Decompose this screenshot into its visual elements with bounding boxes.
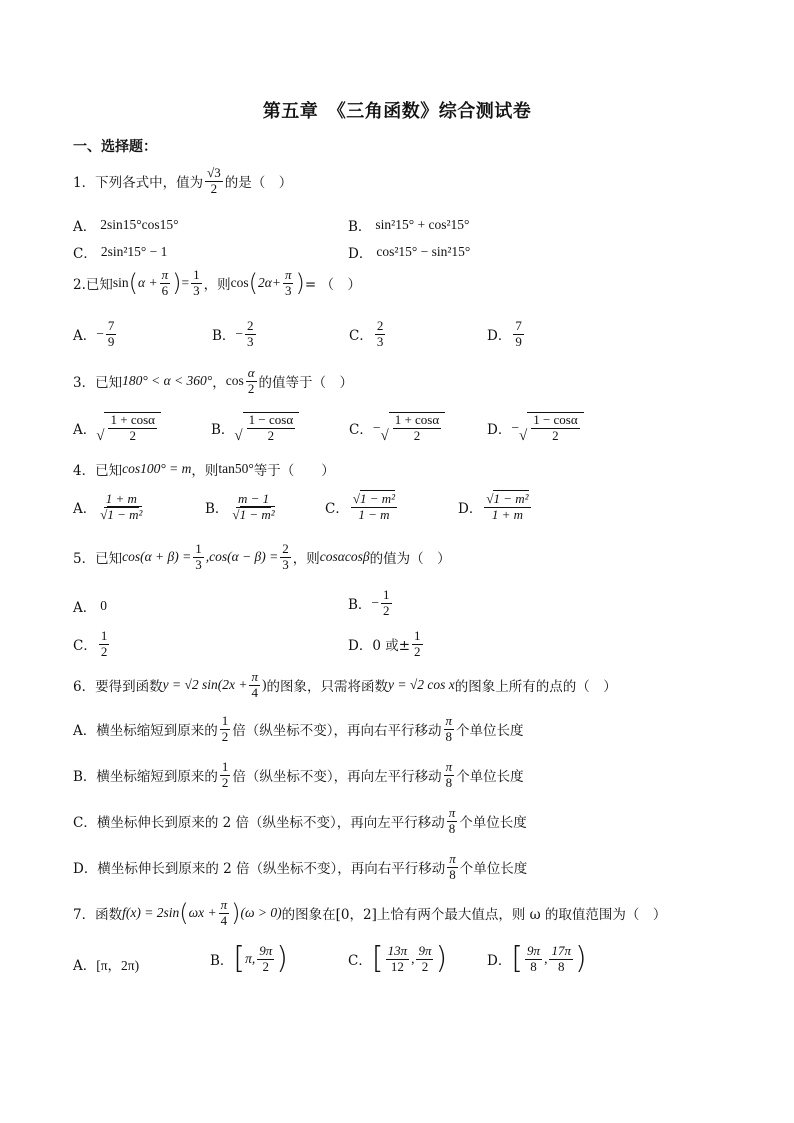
question-6-text-end: 的图象上所有的点的（ ）: [454, 679, 617, 696]
option-7a[interactable]: [73, 954, 139, 974]
fraction: [386, 944, 410, 975]
fraction: [375, 319, 386, 350]
expression: f(x) = 2sin: [122, 905, 180, 921]
fraction: [106, 319, 117, 350]
option-2b[interactable]: [212, 319, 258, 350]
radicand: 1 − m²: [359, 491, 396, 506]
option-5d[interactable]: [348, 629, 425, 660]
fraction: [484, 492, 530, 523]
fraction-denominator: 3: [376, 333, 384, 349]
fraction: [193, 542, 204, 573]
fraction-denominator: 3: [195, 556, 202, 572]
question-5-text-end: 的值为（ ）: [369, 551, 451, 568]
option-1a[interactable]: [73, 215, 179, 235]
option-label: B．: [348, 219, 372, 235]
fraction-denominator: 2: [221, 774, 229, 790]
fraction-denominator: √1 − m²: [232, 506, 275, 522]
fraction: [257, 944, 274, 975]
option-7d[interactable]: [487, 941, 587, 977]
fraction-numerator: α: [247, 365, 255, 380]
question-2-stem: [73, 268, 361, 299]
right-paren: ): [276, 941, 289, 977]
cos-symbol: cos: [225, 373, 244, 389]
option-label: B．: [205, 501, 229, 518]
option-label: C．: [349, 421, 373, 438]
option-2c[interactable]: [349, 319, 387, 350]
fraction-numerator: √3: [207, 165, 221, 180]
fraction: [416, 944, 433, 975]
fraction-denominator: 3: [247, 333, 254, 349]
fraction: [205, 166, 223, 197]
fraction-numerator: π: [445, 713, 453, 728]
fraction-denominator: 2: [210, 180, 218, 196]
expression: cos(α + β) =: [122, 549, 192, 565]
square-root: [380, 412, 445, 444]
option-label: B．: [348, 597, 372, 614]
option-label: B．: [212, 328, 236, 345]
radical-icon: √: [380, 427, 389, 444]
fraction: [108, 413, 156, 444]
fraction: [444, 714, 455, 745]
question-2-text-mid: ，则: [203, 277, 231, 294]
question-7-text-end: 的图象在[0，2]上恰有两个最大值点，则 ω 的取值范围为（ ）: [281, 907, 667, 924]
fraction: [247, 413, 295, 444]
fraction-numerator: 1 − cosα: [533, 412, 578, 427]
question-6-text: 6．要得到函数: [73, 679, 163, 696]
option-label: A．: [73, 328, 97, 345]
radicand: 1 − m²: [493, 491, 529, 506]
comma: ，: [212, 375, 226, 392]
expression: tan50°: [218, 461, 254, 476]
fraction: [283, 268, 294, 299]
option-label: C．: [348, 953, 372, 970]
option-5b[interactable]: [348, 588, 394, 619]
fraction: [549, 944, 573, 975]
left-paren: (: [128, 269, 139, 298]
fraction: [220, 760, 231, 791]
fraction-denominator: 2: [267, 427, 275, 443]
fraction-numerator: 1: [100, 628, 108, 643]
fraction-denominator: 2: [552, 427, 559, 443]
fraction: [230, 492, 276, 523]
radical-icon: √: [234, 427, 243, 444]
minus-sign: −: [511, 419, 519, 435]
option-2a[interactable]: [73, 319, 118, 350]
option-3d[interactable]: [487, 412, 584, 444]
fraction-denominator: 2: [247, 380, 255, 396]
option-expression: 0: [100, 598, 107, 613]
option-4d[interactable]: [458, 492, 533, 523]
question-6-stem: [73, 670, 617, 701]
option-text: D．横坐标伸长到原来的 2 倍（纵坐标不变），再向右平行移动: [73, 861, 446, 878]
option-expression: 0 或±: [372, 638, 411, 655]
right-paren: ): [231, 899, 241, 928]
fraction-numerator: m − 1: [237, 491, 270, 506]
option-label: D．: [458, 501, 483, 518]
fraction: [160, 268, 171, 299]
fraction: [513, 319, 524, 350]
fraction: [447, 852, 458, 883]
question-2-text-end: = （ ）: [304, 277, 361, 294]
option-text: C．横坐标伸长到原来的 2 倍（纵坐标不变），再向左平行移动: [73, 815, 445, 832]
fraction-denominator: 2: [414, 643, 421, 659]
option-text: 个单位长度: [459, 861, 528, 878]
question-5-text-mid: ，则: [292, 551, 320, 568]
option-label: A．: [73, 958, 97, 974]
fraction: [98, 492, 144, 523]
equals-sign: =: [181, 275, 190, 291]
fraction: [191, 268, 202, 299]
fraction: [219, 898, 230, 929]
fraction-denominator: 6: [161, 282, 169, 298]
fraction-numerator: 1 + cosα: [394, 412, 440, 427]
option-label: B．: [211, 421, 235, 438]
fraction: [447, 806, 458, 837]
option-expression: [π，2π): [96, 958, 140, 973]
fraction: [444, 760, 455, 791]
option-label: D．: [487, 328, 512, 345]
option-text: A．横坐标缩短到原来的: [73, 723, 218, 740]
fraction-denominator: 4: [251, 684, 258, 700]
minus-sign: −: [372, 419, 381, 435]
option-label: D．: [348, 638, 373, 655]
left-paren: (: [179, 899, 189, 928]
question-7-text: 7．函数: [73, 907, 123, 924]
fraction: [245, 319, 256, 350]
option-expression: π,: [245, 951, 256, 967]
question-1-text-end: 的是（ ）: [224, 175, 293, 192]
fraction-numerator: 1: [193, 267, 200, 282]
fraction-denominator: 3: [284, 282, 292, 298]
expression: α +: [138, 275, 158, 291]
condition-expression: (ω > 0): [240, 905, 282, 921]
fraction: [99, 629, 110, 660]
right-paren: ): [435, 941, 448, 977]
condition-expression: 180° < α < 360°: [122, 373, 213, 389]
question-1-text: 1．下列各式中，值为: [73, 175, 204, 192]
fraction-numerator: π: [445, 759, 453, 774]
option-label: D．: [348, 246, 373, 262]
fraction-denominator: 2: [383, 602, 390, 618]
fraction-numerator: 2: [282, 541, 289, 556]
option-expression: cos²15° − sin²15°: [376, 244, 471, 259]
square-root: [234, 412, 299, 444]
option-4c[interactable]: [325, 492, 399, 523]
fraction-denominator: 8: [445, 728, 452, 744]
question-3-text: 3．已知: [73, 375, 123, 392]
fraction: [393, 413, 441, 444]
option-label: A．: [73, 421, 97, 438]
option-label: C．: [349, 328, 373, 345]
fraction-denominator: 2: [262, 958, 270, 974]
fraction-denominator: 8: [449, 866, 456, 882]
fraction: [412, 629, 423, 660]
fraction-denominator: 9: [107, 333, 115, 349]
fraction-numerator: 1 − cosα: [248, 412, 294, 427]
fraction-numerator: π: [161, 267, 169, 282]
question-5-text: 5．已知: [73, 551, 123, 568]
fraction-numerator: 2: [247, 318, 254, 333]
minus-sign: −: [96, 326, 104, 342]
expression: 2α+: [258, 275, 281, 291]
question-4-stem: [73, 459, 335, 479]
option-label: A．: [73, 501, 97, 518]
fraction: [220, 714, 231, 745]
left-bracket: [: [233, 941, 246, 977]
question-7-stem: [73, 898, 666, 929]
fraction-denominator: 12: [390, 958, 404, 974]
question-3-stem: [73, 366, 353, 397]
right-paren: ): [172, 269, 182, 298]
expression: y = √2 cos x: [387, 677, 455, 693]
fraction-denominator: 8: [445, 774, 453, 790]
option-label: D．: [487, 421, 512, 438]
expression: y = √2 sin(2x +: [162, 677, 248, 693]
fraction: [351, 492, 397, 523]
option-3c[interactable]: [349, 412, 445, 444]
page-title: 第五章 《三角函数》综合测试卷: [262, 101, 532, 122]
option-4a[interactable]: [73, 492, 146, 523]
option-1c[interactable]: [73, 242, 167, 262]
expression: cosαcosβ: [319, 549, 370, 565]
left-bracket: [: [371, 941, 384, 977]
option-expression: sin²15° + cos²15°: [375, 217, 470, 232]
fraction-denominator: 8: [448, 820, 456, 836]
left-bracket: [: [511, 941, 524, 977]
cos-symbol: cos: [230, 275, 249, 291]
fraction-numerator: 1 + cosα: [110, 412, 155, 427]
fraction-numerator: √1 − m²: [486, 491, 529, 506]
option-6b[interactable]: [73, 760, 524, 791]
fraction-denominator: 8: [530, 958, 537, 974]
fraction-denominator: 2: [100, 643, 108, 659]
radicand: 1 − m²: [107, 506, 143, 522]
option-label: B．: [210, 953, 234, 970]
sin-symbol: sin: [112, 275, 129, 291]
fraction: [246, 366, 257, 397]
left-paren: (: [248, 269, 258, 298]
option-3b[interactable]: [211, 412, 299, 444]
right-paren: ): [261, 677, 267, 693]
question-4-text-mid: ，则: [191, 463, 219, 479]
right-paren: ): [295, 269, 305, 298]
fraction-numerator: π: [448, 805, 456, 820]
fraction: [249, 670, 260, 701]
option-text: 倍（纵坐标不变），再向右平行移动: [232, 723, 442, 740]
fraction-numerator: 1 + m: [105, 491, 137, 506]
fraction-numerator: √1 − m²: [352, 491, 396, 506]
fraction: [531, 413, 579, 444]
fraction-numerator: 13π: [387, 943, 408, 958]
radical-icon: √: [518, 427, 528, 444]
option-3a[interactable]: [73, 412, 161, 444]
square-root: [96, 412, 161, 444]
fraction-numerator: 9π: [418, 943, 432, 958]
fraction-denominator: 4: [220, 912, 228, 928]
fraction-numerator: 7: [107, 318, 115, 333]
option-expression: 2sin²15° − 1: [100, 244, 168, 259]
option-text: 个单位长度: [456, 769, 524, 786]
fraction-denominator: 2: [129, 427, 136, 443]
fraction-denominator: 3: [193, 282, 200, 298]
option-1b[interactable]: [348, 215, 469, 235]
option-5a[interactable]: [73, 596, 107, 616]
option-text: 倍（纵坐标不变），再向左平行移动: [232, 769, 442, 786]
expression: ωx +: [188, 905, 217, 921]
square-root: [519, 412, 584, 444]
question-3-text-end: 的值等于（ ）: [258, 375, 354, 392]
comma: ,: [544, 951, 548, 967]
option-7b[interactable]: [210, 941, 289, 977]
option-label: C．: [73, 638, 97, 655]
question-6-text-mid: 的图象，只需将函数: [266, 679, 388, 696]
option-2d[interactable]: [487, 319, 526, 350]
fraction-denominator: 1 − m: [358, 506, 390, 522]
fraction-numerator: 9π: [259, 943, 273, 958]
option-6c[interactable]: [73, 806, 527, 837]
fraction-numerator: π: [251, 669, 258, 684]
fraction-numerator: π: [449, 851, 456, 866]
option-6a[interactable]: [73, 714, 524, 745]
fraction-numerator: 7: [515, 318, 522, 333]
fraction-numerator: π: [284, 267, 292, 282]
option-text: 个单位长度: [459, 815, 527, 832]
question-4-text: 4．已知: [73, 463, 123, 479]
fraction-numerator: π: [220, 897, 228, 912]
fraction-numerator: 1: [414, 628, 421, 643]
radicand: 1 − m²: [239, 506, 275, 522]
expression: ,cos(α − β) =: [205, 549, 279, 565]
fraction-denominator: 2: [413, 427, 421, 443]
right-paren: ): [574, 941, 587, 977]
fraction-numerator: 17π: [551, 943, 571, 958]
fraction-numerator: 1: [221, 759, 229, 774]
fraction-numerator: 1: [383, 587, 390, 602]
fraction-denominator: 2: [221, 728, 229, 744]
option-4b[interactable]: [205, 492, 279, 523]
minus-sign: −: [235, 326, 244, 342]
expression: cos100° = m: [122, 461, 192, 476]
option-label: A．: [73, 219, 97, 235]
option-text: B．横坐标缩短到原来的: [73, 769, 218, 786]
minus-sign: −: [371, 595, 380, 611]
option-6d[interactable]: [73, 852, 527, 883]
option-7c[interactable]: [348, 941, 448, 977]
option-expression: 2sin15°cos15°: [100, 217, 179, 232]
question-5-stem: [73, 542, 451, 573]
fraction-denominator: 9: [515, 333, 522, 349]
option-text: 个单位长度: [456, 723, 524, 740]
question-2-text: 2.已知: [73, 277, 113, 294]
comma: ,: [411, 951, 415, 967]
option-label: A．: [73, 600, 97, 616]
fraction: [525, 944, 542, 975]
fraction-numerator: 2: [376, 318, 384, 333]
question-4-text-end: 等于（ ）: [253, 463, 335, 479]
option-label: C．: [325, 501, 349, 518]
option-1d[interactable]: [348, 242, 470, 262]
fraction-numerator: 1: [221, 713, 229, 728]
option-label: D．: [487, 953, 512, 970]
section-heading: 一、选择题：: [73, 139, 157, 155]
option-5c[interactable]: [73, 629, 111, 660]
fraction-denominator: √1 − m²: [100, 506, 143, 522]
fraction-numerator: 1: [195, 541, 202, 556]
fraction-denominator: 2: [421, 958, 429, 974]
fraction-denominator: 8: [557, 958, 565, 974]
option-label: C．: [73, 246, 97, 262]
fraction-numerator: 9π: [527, 943, 541, 958]
fraction-denominator: 3: [282, 556, 289, 572]
fraction: [280, 542, 291, 573]
fraction: [381, 588, 392, 619]
radical-icon: √: [96, 427, 105, 444]
question-1-stem: [73, 166, 292, 197]
fraction-denominator: 1 + m: [491, 506, 524, 522]
